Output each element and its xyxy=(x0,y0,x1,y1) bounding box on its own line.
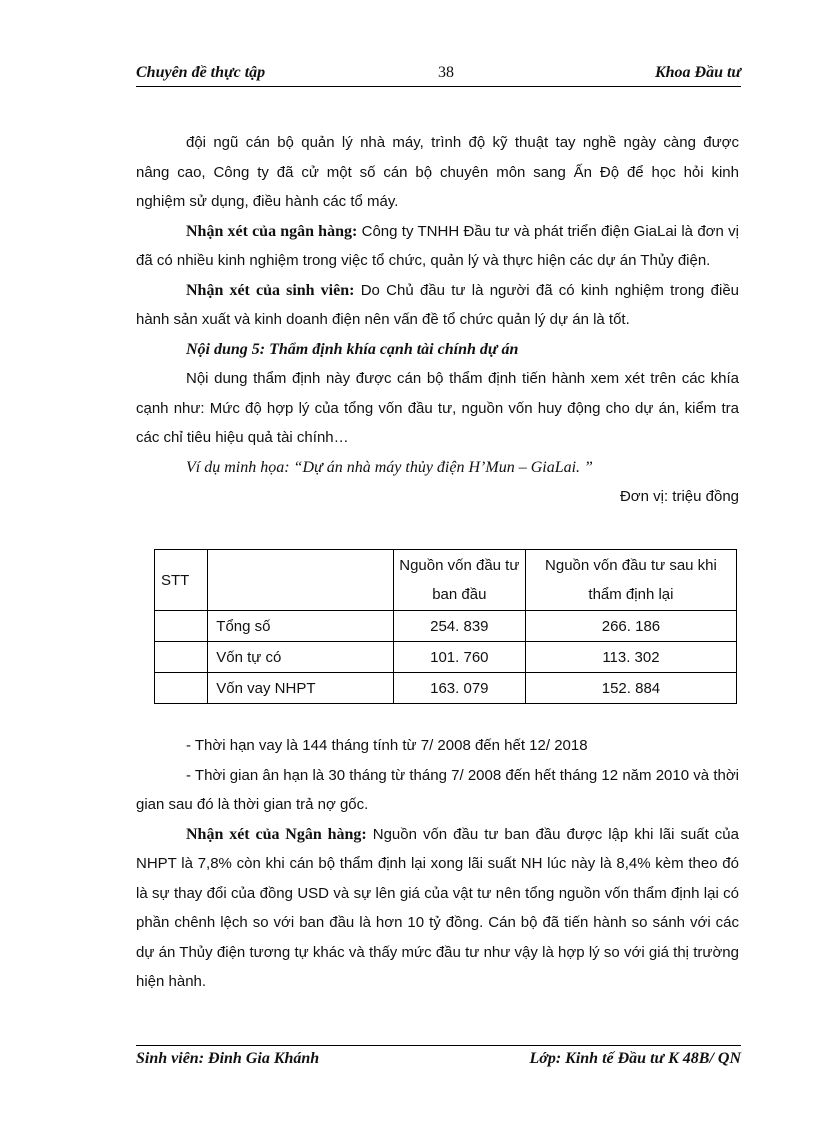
paragraph-appraisal: Nội dung thẩm định này được cán bộ thẩm định tiến hành xem xét trên các khía cạnh như: Mức độ hợp lý của tổng vốn đầu tư, nguồn vốn huy động cho dự án, kiểm tra các chỉ tiêu hiệu quả tài chính… xyxy=(136,370,739,446)
page-footer xyxy=(136,1045,741,1070)
header-initial-line-2: ban đầu xyxy=(432,586,487,603)
paragraph-1 xyxy=(136,128,739,217)
p1-line-1: đội ngũ cán bộ quản lý nhà máy, trình độ kỹ thuật tay nghề ngày càng được xyxy=(186,134,739,151)
row-label: Vốn tự có xyxy=(208,642,393,673)
row-label: Tổng số xyxy=(208,611,393,642)
student-comment-label: Nhận xét của sinh viên: xyxy=(186,281,355,299)
header-stt: STT xyxy=(155,550,208,611)
header-left: Chuyên đề thực tập xyxy=(136,64,266,81)
bank-assessment-label: Nhận xét của Ngân hàng: xyxy=(186,825,367,843)
table-row xyxy=(155,673,737,704)
row-initial: 254. 839 xyxy=(393,611,525,642)
bank-assessment-text: Nguồn vốn đầu tư ban đầu được lập khi lãi suất của NHPT là 7,8% còn khi cán bộ thẩm định lại xong lãi suất NH lúc này là 8,4% kèm theo đó là sự thay đổi của đồng USD và sự lên giá của vật tư nên tổng nguồn vốn thẩm định lại có phần chênh lệch so với ban đầu là hơn 10 tỷ đồng. Cán bộ đã tiến hành so sánh với các dự án Thủy điện tương tự khác và thấy mức đầu tư như vậy là hợp lý so với giá thị trường hiện hành. xyxy=(136,825,739,990)
header-initial-capital xyxy=(393,550,525,611)
row-initial: 163. 079 xyxy=(393,673,525,704)
page-body-lower xyxy=(136,731,739,997)
loan-term: - Thời hạn vay là 144 tháng tính từ 7/ 2008 đến hết 12/ 2018 xyxy=(186,737,588,754)
row-reappraised: 113. 302 xyxy=(525,642,736,673)
page-header xyxy=(136,64,741,87)
bank-comment-label: Nhận xét của ngân hàng: xyxy=(186,222,358,240)
header-initial-line-1: Nguồn vốn đầu tư xyxy=(399,557,520,574)
row-reappraised: 152. 884 xyxy=(525,673,736,704)
row-stt xyxy=(155,673,208,704)
student-comment-text: Do Chủ đầu tư là người đã có kinh nghiệm trong điều hành sản xuất và kinh doanh điện nên vấn đề tổ chức quản lý dự án là tốt. xyxy=(136,281,740,328)
example-caption: Ví dụ minh họa: “Dự án nhà máy thủy điện H’Mun – GiaLai. ” xyxy=(186,458,593,476)
page-body xyxy=(136,128,739,512)
footer-student: Sinh viên: Đinh Gia Khánh xyxy=(136,1050,320,1067)
p1-line-2: nâng cao, Công ty đã cử một số cán bộ chuyên môn sang Ấn Độ để học hỏi kinh xyxy=(136,163,739,181)
row-stt xyxy=(155,642,208,673)
bank-comment-text: Công ty TNHH Đầu tư và phát triển điện GiaLai là đơn vị đã có nhiều kinh nghiệm trong việc tổ chức, quản lý và thực hiện các dự án Thủy điện. xyxy=(136,222,739,269)
header-reappraised-line-1: Nguồn vốn đầu tư sau khi xyxy=(545,557,717,574)
p1-line-3: nghiệm sử dụng, điều hành các tổ máy. xyxy=(136,193,399,210)
page-number: 38 xyxy=(438,64,454,81)
header-reappraised-line-2: thẩm định lại xyxy=(588,586,674,603)
paragraph-bank-comment xyxy=(136,217,739,276)
grace-period: - Thời gian ân hạn là 30 tháng từ tháng 7/ 2008 đến hết tháng 12 năm 2010 và thời gian sau đó là thời gian trả nợ gốc. xyxy=(136,766,739,813)
section-heading: Nội dung 5: Thẩm định khía cạnh tài chính dự án xyxy=(186,340,519,358)
table-row xyxy=(155,642,737,673)
table-row xyxy=(155,611,737,642)
header-reappraised-capital xyxy=(525,550,736,611)
footer-class: Lớp: Kinh tế Đầu tư K 48B/ QN xyxy=(529,1050,741,1067)
unit-label: Đơn vị: triệu đồng xyxy=(619,488,739,505)
row-stt xyxy=(155,611,208,642)
paragraph-student-comment xyxy=(136,276,739,335)
paragraph-bank-assessment xyxy=(136,820,739,997)
row-label: Vốn vay NHPT xyxy=(208,673,393,704)
header-blank xyxy=(208,550,393,611)
header-right: Khoa Đầu tư xyxy=(654,64,741,81)
row-initial: 101. 760 xyxy=(393,642,525,673)
row-reappraised: 266. 186 xyxy=(525,611,736,642)
capital-table xyxy=(154,549,737,704)
